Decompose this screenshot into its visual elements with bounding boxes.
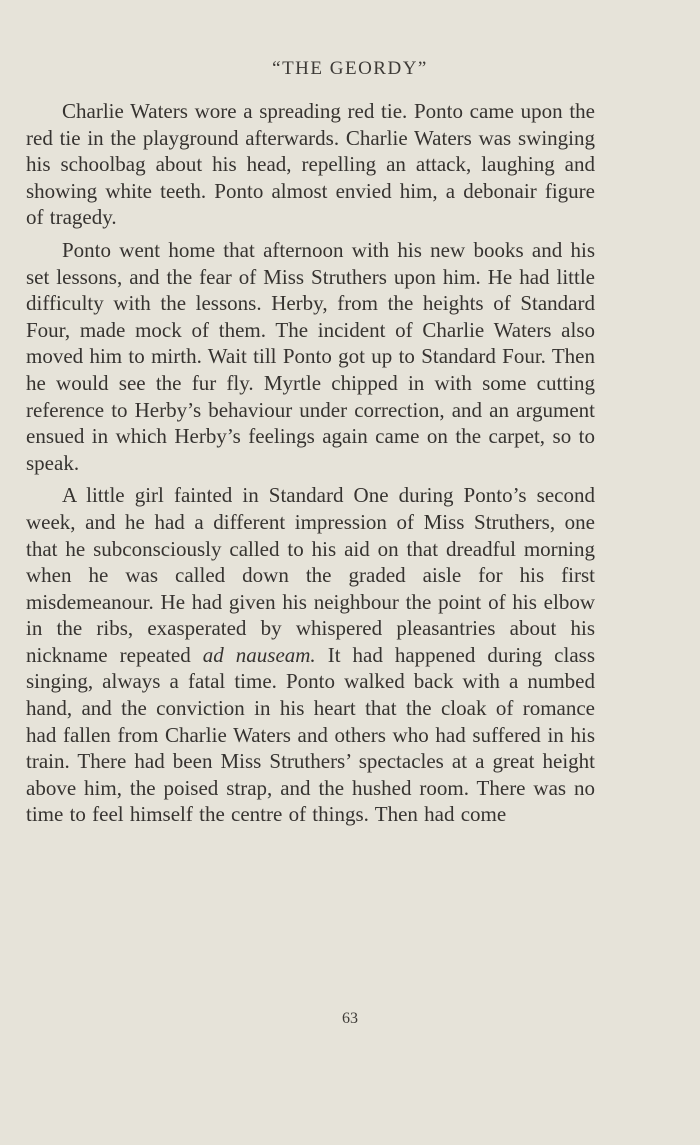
paragraph-3 bbox=[26, 482, 595, 828]
italic-phrase: ad nauseam. bbox=[202, 642, 316, 667]
body-text bbox=[26, 98, 595, 830]
paragraph-2: Ponto went home that afternoon with his new books and his set lessons, and the fear of Miss Struthers upon him. He had little difficulty with the lessons. Herby, from the heights of Standard Four, made mock of them. The incident of Charlie Waters also moved him to mirth. Wait till Ponto got up to Standard Four. Then he would see the fur fly. Myrtle chipped in with some cutting reference to Herby’s behaviour under correction, and an argument ensued in which Herby’s feelings again came on the carpet, so to speak. bbox=[26, 237, 595, 475]
paragraph-1: Charlie Waters wore a spreading red tie. Ponto came upon the red tie in the playground afterwards. Charlie Waters was swinging his schoolbag about his head, repelling an attack, laughing and showing white teeth. Ponto almost envied him, a debonair figure of tragedy. bbox=[26, 99, 595, 230]
paragraph-3-text-end: It had happened during class singing, always a fatal time. Ponto walked back with a numbed hand, and the conviction in his heart that the cloak of romance had fallen from Charlie Waters and others who had suffered in his train. There had been Miss Struthers’ spectacles at a great height above him, the poised strap, and the hushed room. There was no time to feel himself the centre of things. Then had come bbox=[26, 642, 595, 827]
page-number: 63 bbox=[342, 1010, 358, 1027]
running-head: “THE GEORDY” bbox=[272, 58, 428, 79]
paragraph-3-text-start: A little girl fainted in Standard One during Ponto’s second week, and he had a different impression of Miss Struthers, one that he subconsciously called to his aid on that dreadful morning when he was called down the graded aisle for his first misdemeanour. He had given his neighbour the point of his elbow in the ribs, exasperated by whispered pleasantries about his nickname repeated bbox=[26, 483, 595, 667]
